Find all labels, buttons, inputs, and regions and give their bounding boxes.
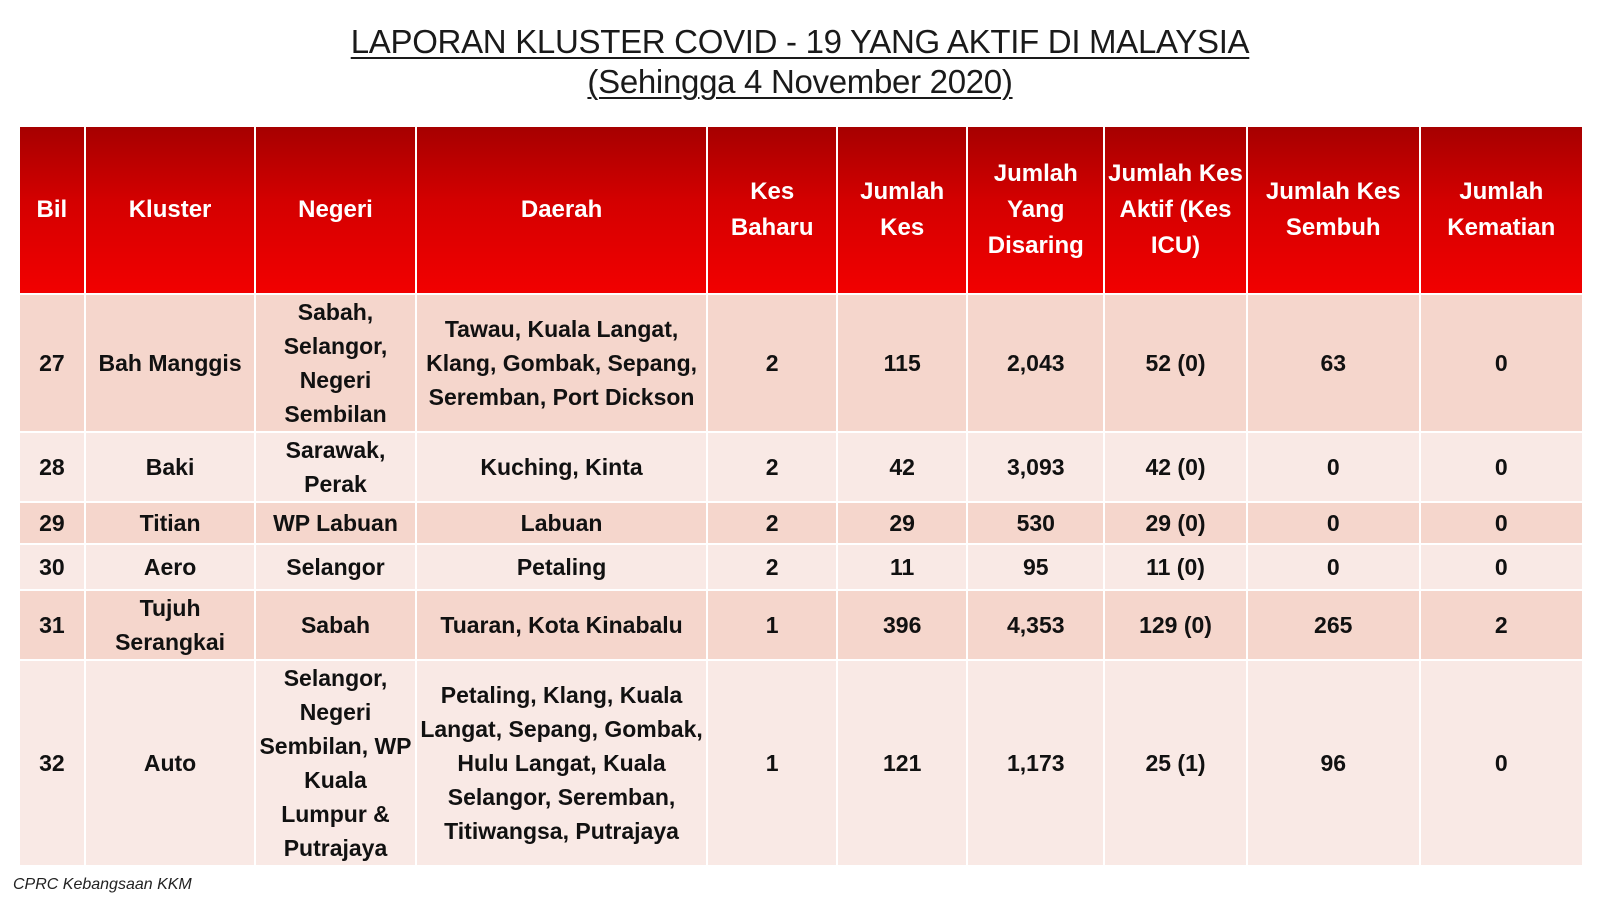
- cell-kluster: Aero: [85, 544, 256, 590]
- cell-jumlah-aktif: 11 (0): [1104, 544, 1247, 590]
- cell-bil: 27: [19, 294, 85, 432]
- cell-daerah: Petaling, Klang, Kuala Langat, Sepang, Gombak, Hulu Langat, Kuala Selangor, Seremban, Titiwangsa, Putrajaya: [416, 660, 708, 866]
- header-kes-baharu: Kes Baharu: [707, 126, 836, 294]
- cell-daerah: Kuching, Kinta: [416, 432, 708, 502]
- cell-kluster: Baki: [85, 432, 256, 502]
- table-row: [19, 544, 1583, 590]
- cell-negeri: Selangor, Negeri Sembilan, WP Kuala Lumpur & Putrajaya: [255, 660, 415, 866]
- cell-negeri: Selangor: [255, 544, 415, 590]
- cell-jumlah-disaring: 1,173: [967, 660, 1104, 866]
- cell-negeri: Sabah, Selangor, Negeri Sembilan: [255, 294, 415, 432]
- cell-jumlah-sembuh: 0: [1247, 432, 1420, 502]
- cell-bil: 30: [19, 544, 85, 590]
- cell-jumlah-kes: 396: [837, 590, 968, 660]
- cell-jumlah-sembuh: 265: [1247, 590, 1420, 660]
- cell-bil: 29: [19, 502, 85, 544]
- cell-negeri: WP Labuan: [255, 502, 415, 544]
- cell-kluster: Titian: [85, 502, 256, 544]
- table-row: [19, 294, 1583, 432]
- header-bil: Bil: [19, 126, 85, 294]
- cell-jumlah-kematian: 0: [1420, 502, 1583, 544]
- cell-jumlah-disaring: 530: [967, 502, 1104, 544]
- cell-jumlah-aktif: 129 (0): [1104, 590, 1247, 660]
- cell-daerah: Labuan: [416, 502, 708, 544]
- header-jumlah-disaring: Jumlah Yang Disaring: [967, 126, 1104, 294]
- cell-kes-baharu: 2: [707, 294, 836, 432]
- cell-jumlah-aktif: 42 (0): [1104, 432, 1247, 502]
- cell-jumlah-disaring: 3,093: [967, 432, 1104, 502]
- cell-jumlah-kes: 115: [837, 294, 968, 432]
- cell-kes-baharu: 1: [707, 660, 836, 866]
- cluster-table: [18, 125, 1584, 867]
- header-jumlah-kes: Jumlah Kes: [837, 126, 968, 294]
- cell-kluster: Tujuh Serangkai: [85, 590, 256, 660]
- cell-jumlah-aktif: 29 (0): [1104, 502, 1247, 544]
- header-kluster: Kluster: [85, 126, 256, 294]
- cell-jumlah-kematian: 0: [1420, 660, 1583, 866]
- cell-kes-baharu: 2: [707, 502, 836, 544]
- cell-jumlah-kematian: 0: [1420, 294, 1583, 432]
- header-jumlah-sembuh: Jumlah Kes Sembuh: [1247, 126, 1420, 294]
- cell-bil: 28: [19, 432, 85, 502]
- cell-jumlah-disaring: 95: [967, 544, 1104, 590]
- cell-kes-baharu: 2: [707, 544, 836, 590]
- header-row: [19, 126, 1583, 294]
- cell-jumlah-kes: 11: [837, 544, 968, 590]
- cell-bil: 32: [19, 660, 85, 866]
- cell-negeri: Sabah: [255, 590, 415, 660]
- cell-kluster: Auto: [85, 660, 256, 866]
- source-note: CPRC Kebangsaan KKM: [13, 876, 192, 893]
- report-title: [0, 22, 1600, 102]
- cell-kes-baharu: 2: [707, 432, 836, 502]
- cell-jumlah-sembuh: 63: [1247, 294, 1420, 432]
- cell-jumlah-aktif: 52 (0): [1104, 294, 1247, 432]
- cell-daerah: Petaling: [416, 544, 708, 590]
- cell-jumlah-sembuh: 96: [1247, 660, 1420, 866]
- cell-kluster: Bah Manggis: [85, 294, 256, 432]
- header-daerah: Daerah: [416, 126, 708, 294]
- table-row: [19, 432, 1583, 502]
- cell-jumlah-disaring: 4,353: [967, 590, 1104, 660]
- title-line-1: LAPORAN KLUSTER COVID - 19 YANG AKTIF DI MALAYSIA: [350, 23, 1250, 60]
- table-row: [19, 660, 1583, 866]
- title-line-2: (Sehingga 4 November 2020): [587, 63, 1013, 100]
- cell-kes-baharu: 1: [707, 590, 836, 660]
- cell-jumlah-disaring: 2,043: [967, 294, 1104, 432]
- table-body: [19, 294, 1583, 866]
- cell-jumlah-kematian: 0: [1420, 432, 1583, 502]
- header-jumlah-kematian: Jumlah Kematian: [1420, 126, 1583, 294]
- cell-daerah: Tawau, Kuala Langat, Klang, Gombak, Sepang, Seremban, Port Dickson: [416, 294, 708, 432]
- cell-jumlah-kes: 29: [837, 502, 968, 544]
- cell-jumlah-kes: 42: [837, 432, 968, 502]
- cell-jumlah-sembuh: 0: [1247, 502, 1420, 544]
- table-header: [19, 126, 1583, 294]
- cell-jumlah-kematian: 2: [1420, 590, 1583, 660]
- cell-bil: 31: [19, 590, 85, 660]
- cell-daerah: Tuaran, Kota Kinabalu: [416, 590, 708, 660]
- cell-negeri: Sarawak, Perak: [255, 432, 415, 502]
- cell-jumlah-sembuh: 0: [1247, 544, 1420, 590]
- cell-jumlah-aktif: 25 (1): [1104, 660, 1247, 866]
- cell-jumlah-kematian: 0: [1420, 544, 1583, 590]
- table-row: [19, 502, 1583, 544]
- table-row: [19, 590, 1583, 660]
- header-negeri: Negeri: [255, 126, 415, 294]
- cell-jumlah-kes: 121: [837, 660, 968, 866]
- header-jumlah-aktif: Jumlah Kes Aktif (Kes ICU): [1104, 126, 1247, 294]
